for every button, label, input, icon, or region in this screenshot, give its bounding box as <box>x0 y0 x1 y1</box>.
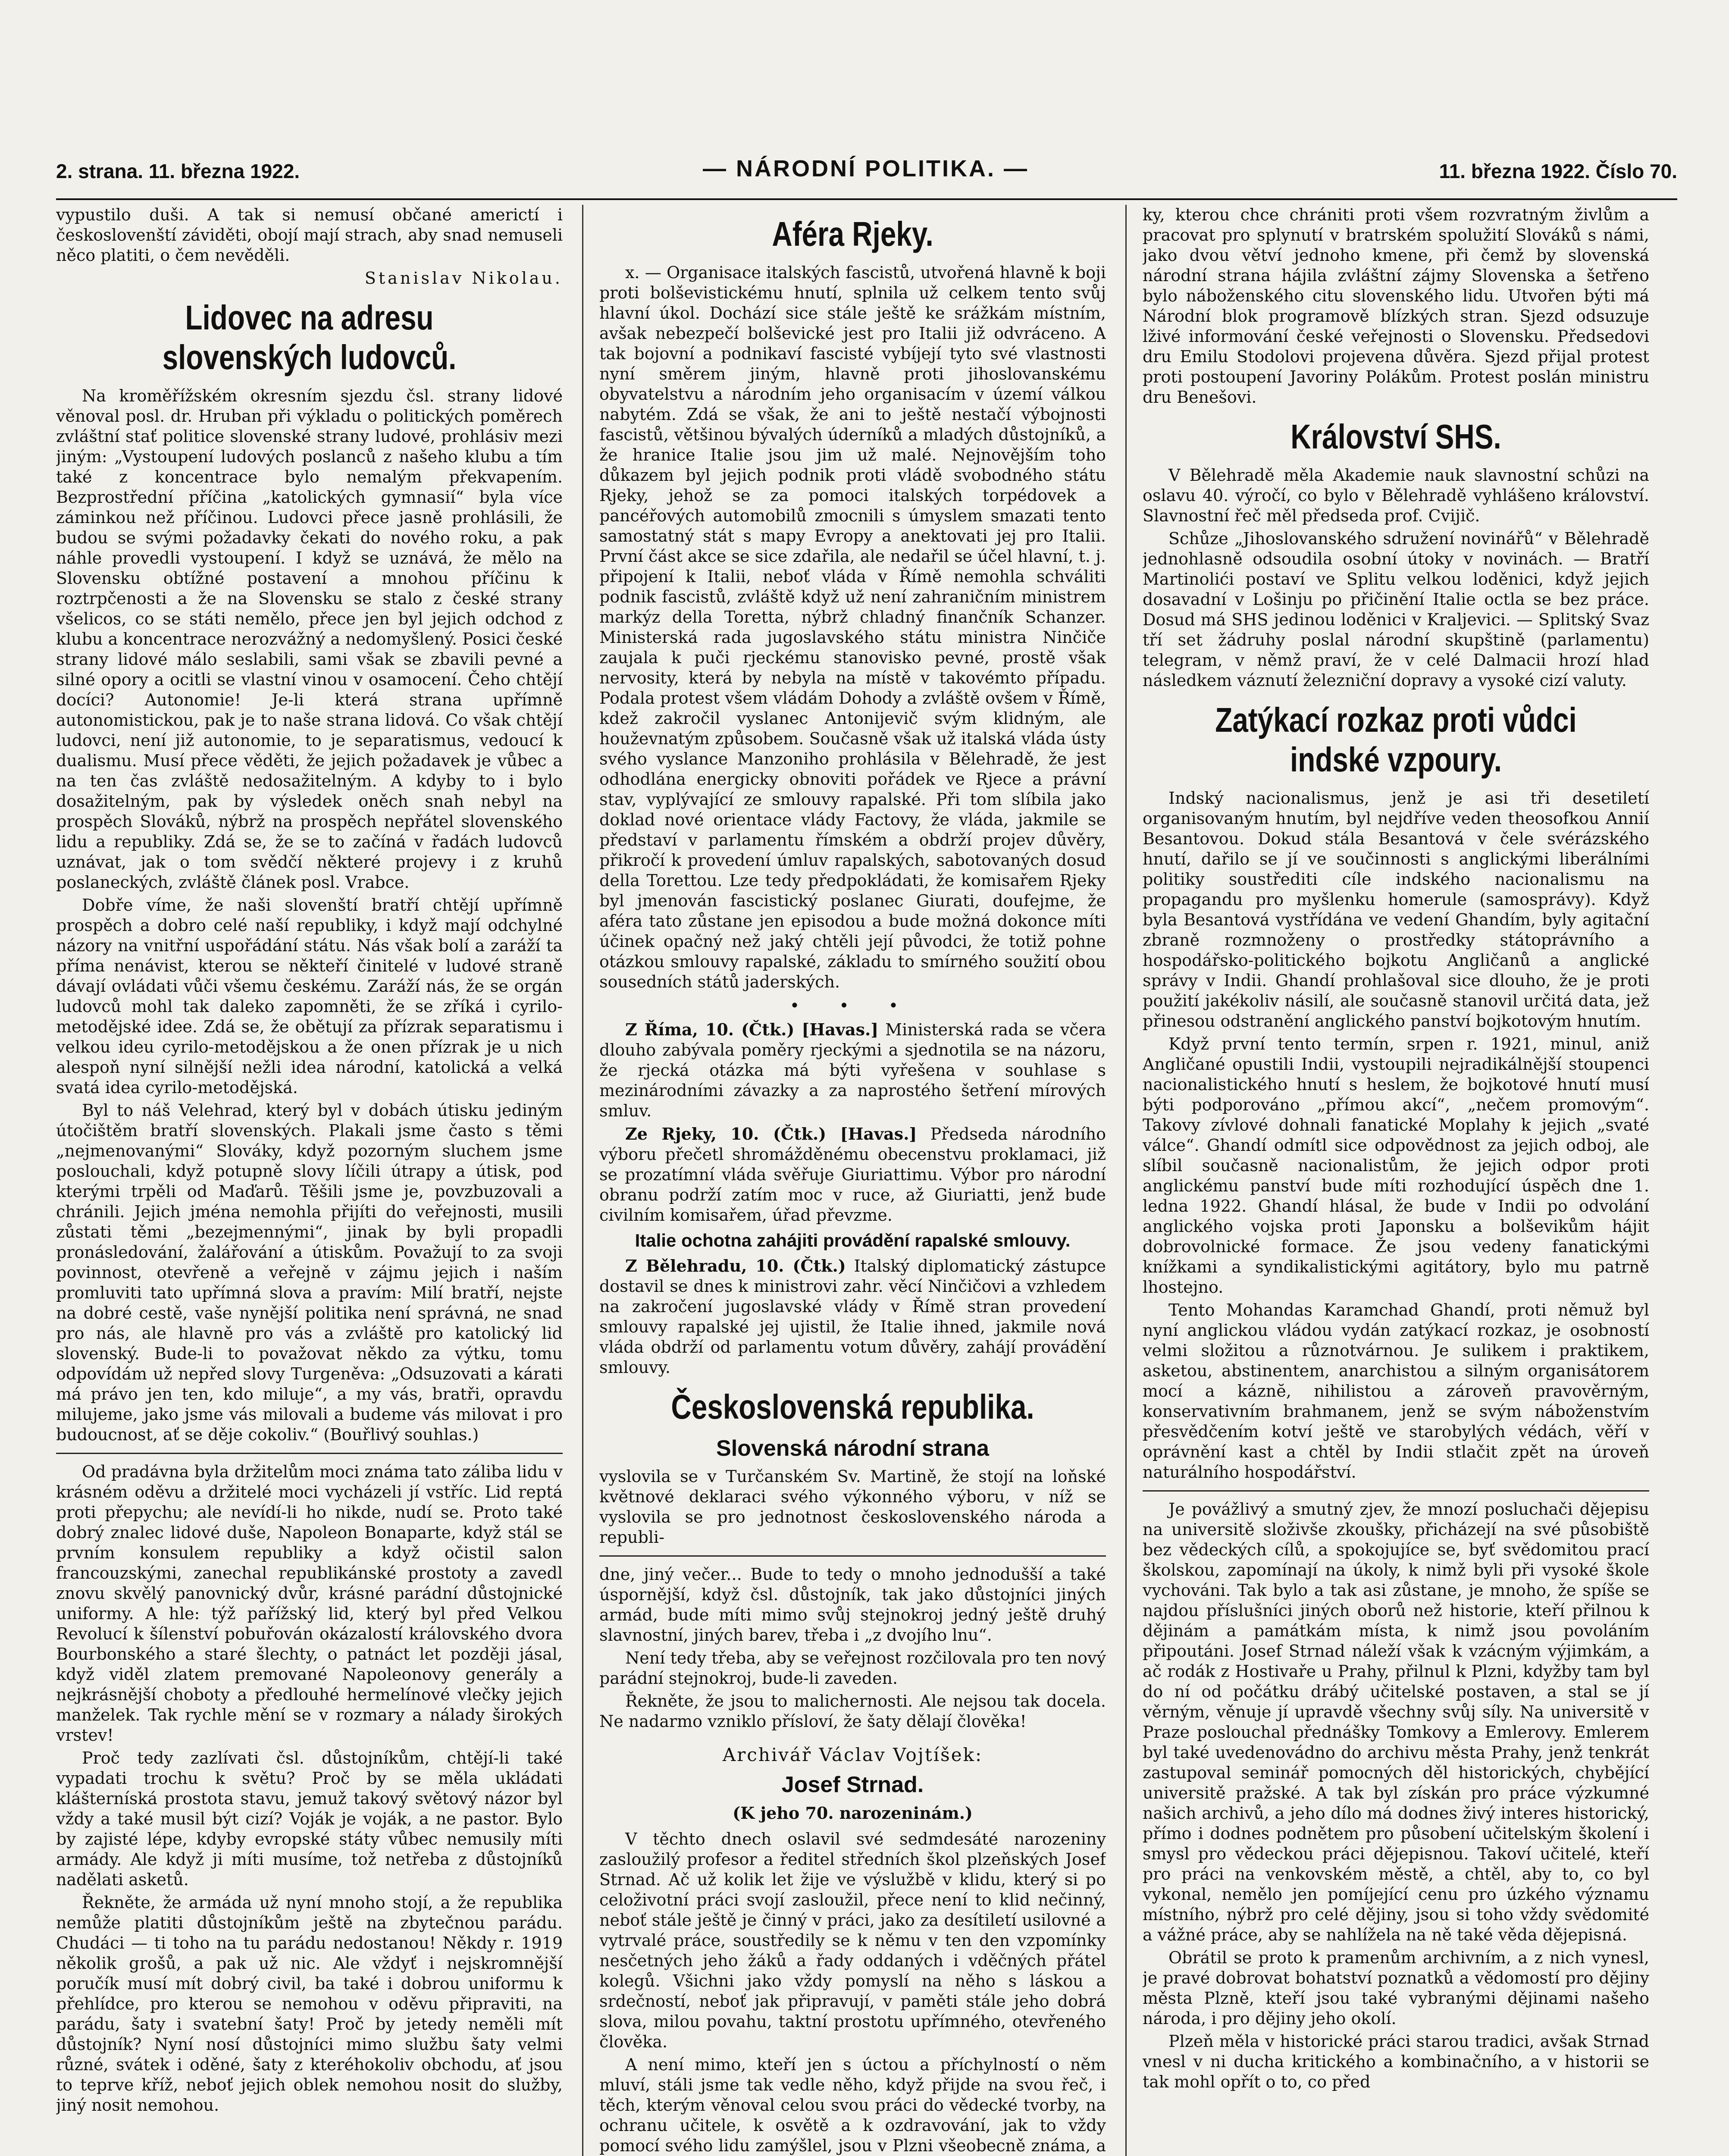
article-paragraph: x. — Organisace italských fascistů, utvořená hlavně k boji proti bolševistickému hnutí, splnila už celkem tento svůj hlavní úkol. Dochází sice stále ještě ke srážkám místním, avšak nebezpečí bolševické jest pro Italii již odvráceno. A tak bojovní a podnikaví fascisté vybíjejí tyto své vlastnosti nyní směrem jiným, hlavně proti jihoslovanskému obyvatelstvu a národním jeho organisacím v území válkou nabytém. Zdá se však, že ani to ještě nestačí výbojnosti fascistů, většinou bývalých úderníků a mladých důstojníků, a že hranice Italie jsou jim už malé. Nejnovějším toho důkazem byl jejich podnik proti vládě svobodného státu Rjeky, jehož se za pomoci italských torpédovek a pancéřových automobilů zmocnili s úmyslem smazati tento samostatný stát s mapy Evropy a anektovati jej pro Italii. První část akce se sice zdařila, ale nedařil se účel hlavní, t. j. připojení k Italii, neboť vláda v Římě nemohla schváliti podnik fascistů, zvláště když už není zahraničním ministrem markýz della Toretta, nýbrž chladný finančník Schanzer. Ministerská rada jugoslavského státu ministra Ninčiče zaujala k puči rjeckému stanovisko pevné, prostě však nervosity, která by nebyla na místě v takovémto případu. Podala protest všem vládám Dohody a zvláště ovšem v Římě, kdež zakročil vyslanec Antonijevič svým klidným, ale houževnatým způsobem. Současně však už italská vláda ústy svého vyslance Manzoniho prohlásila v Bělehradě, že jest odhodlána energicky obnoviti pořádek ve Rjece a právní stav, vyplývající ze smlouvy rapalské. Při tom slíbila jako doklad nové orientace vlády Factovy, že vláda, jakmile se představí v parlamentu římském a obdrží projev důvěry, přikročí k provedení úmluv rapalských, sabotovaných dosud della Torettou. Lze tedy předpokládati, že komisařem Rjeky byl jmenován fascistický poslanec Giurati, doufejme, že aféra tato zůstane jen episodou a bude možná dokonce míti účinek opačný než jaký chtěli její původci, že totiž pohne otázkou smlouvy rapalské, základu to smírného soužití obou sousedních států jaderských. <box>599 263 1106 991</box>
news-item <box>599 1256 1106 1378</box>
article-paragraph: Dobře víme, že naši slovenští bratří chtějí upřímně prospěch a dobro celé naší republiky, i když mají odchylné názory na vnitřní uspořádání státu. Nás však bolí a zaráží ta příma nenávist, kterou se někteří činitelé v ludové straně dávají ovládati vůči všemu českému. Zaráží nás, že se orgán ludovců mohl tak daleko zapomněti, že se zříká i cyrilo-metodějské idee. Zdá se, že obětují za přízrak separatismu i velkou ideu cyrilo-metodějskou a že onen přízrak je u nich alespoň nyní silnější nežli idea národní, katolická a velká svatá idea cyrilo-metodějská. <box>56 896 563 1097</box>
column-1 <box>56 205 563 2156</box>
news-dateline: Ze Rjeky, 10. (Čtk.) [Havas.] <box>625 1124 917 1144</box>
feuilleton-paragraph: dne, jiný večer... Bude to tedy o mnoho jednodušší a také úspornější, když čsl. důstojník, tak jako důstojníci jiných armád, bude míti mimo svůj stejnokroj jedný ještě druhý slavnostní, jiných barev, třeba i „z dvojího lnu“. <box>599 1565 1106 1645</box>
column-3 <box>1143 205 1649 2156</box>
article-heading-afera-rjeky: Aféra Rjeky. <box>772 215 933 253</box>
feuilleton-paragraph: Obrátil se proto k pramenům archivním, a z nich vynesl, je pravé dobrovat bohatství poznatků a vědomostí pro dějiny města Plzně, kteří jsou také vybranými dějinami našeho národa, i pro dějiny jeho okolí. <box>1143 1948 1649 2028</box>
news-item <box>599 1124 1106 1225</box>
column-divider-2 <box>1125 205 1127 2156</box>
news-subheading: Italie ochotna zahájiti provádění rapalské smlouvy. <box>635 1230 1071 1250</box>
feuilleton-paragraph: Je povážlivý a smutný zjev, že mnozí posluchači dějepisu na universitě složivše zkoušky, přicházejí na své působiště bez vědeckých cílů, a spokojujíce se, byť svědomitou prací školskou, zapomínají na úkoly, k nimž byli při vysoké škole vychováni. Tak bylo a tak asi zůstane, je mnoho, že spíše se najdou příslušníci jiných oborů než historie, kteří přilnou k dějinám a památkám místa, k nimž jsou povoláním připoutáni. Josef Strnad náleží však k vzácným výjimkám, a ač rodák z Hostivaře u Prahy, přilnul k Plzni, kdyžby tam byl do ní od počátku drábý učitelské postaven, a stal se jí věrným, věnuje jí upravdě všechny svůj síly. Na universitě v Praze poslouchal přednášky Tomkovy a Emlerovy. Emlerem byl také uvedenovádno do archivu města Prahy, jenž tenkrát zastupoval seminář pomocných děl historických, chybějící universitě pražské. A tak byl získán pro práce výzkumné našich archivů, a jeho dílo má dodnes živý interes historický, přímo i dodnes podnětem pro působení učitelským školení i smysl pro vědeckou práci dějepisnou. Takoví učitelé, kteří pro práci na venkovském městě, a chtěl, aby to, co byl vykonal, nemělo jen pomíjející cenu pro úzkého významu místního, nýbrž pro celé dějiny, jsou si toho vždy svědomité a vážné práce, aby se nahlížela na ně také věda dějepisná. <box>1143 1500 1649 1944</box>
article-paragraph: Tento Mohandas Karamchad Ghandí, proti němuž byl nyní anglickou vládou vydán zatýkací rozkaz, je osobností velmi složitou a různotvárnou. Je sulikem i praktikem, asketou, abstinentem, anarchistou a silným organisátorem mocí a káznĕ, nihilistou a zároveň pravověrným, konservativním brahmanem, jenž se svým náboženstvím přesvědčením kotví ještě ve starobylých védách, věří v oprávnění kast a chtěl by Indii stlačit zpět na úroveň naturálního hospodářství. <box>1143 1300 1649 1482</box>
header-right-issue: 11. března 1922. Číslo 70. <box>1439 160 1677 182</box>
column-2 <box>599 205 1106 2156</box>
header-rule <box>56 198 1677 200</box>
masthead-title: — NÁRODNÍ POLITIKA. — <box>703 156 1029 182</box>
news-dateline: Z Bělehradu, 10. (Čtk.) <box>625 1256 846 1275</box>
article-paragraph: V Bělehradě měla Akademie nauk slavnostní schůzi na oslavu 40. výročí, co bylo v Bělehradě vyhlášeno království. Slavnostní řeč měl předseda prof. Cvijič. <box>1143 466 1649 525</box>
section-heading-kralovstvi-shs: Království SHS. <box>1290 417 1501 456</box>
feuilleton-separator <box>1143 1490 1649 1492</box>
feuilleton-paragraph: A není mimo, kteří jen s úctou a příchylností o něm mluví, stáli jsme tak vedle něho, když přijde na svou řeč, i těch, kterým věnoval celou svou práci do vědecké tvorby, na ochranu učitele, k osvětě a k ozdravování, jak to vždy pomocí svého lidu zamýšlel, jsou v Plzni všeobecně známa, a <box>599 2055 1106 2155</box>
news-text: Italský diplomatický zástupce dostavil se dnes k ministrovi zahr. věcí Ninčičovi a vzhledem na zakročení jugoslavské vlády v Římě stran provedení smlouvy rapalské jej ujistil, že Italie ihned, jakmile nová vláda obdrží od parlamentu votum důvěry, zahájí provádění smlouvy. <box>599 1257 1106 1377</box>
article-tail: vypustilo duši. A tak si nemusí občané americtí i českoslovenští záviděti, obojí mají strach, aby snad nemuseli něco platiti, o čem nevěděli. <box>56 205 563 265</box>
column-divider-1 <box>582 205 583 2156</box>
feuilleton-paragraph: Proč tedy zazlívati čsl. důstojníkům, chtějí-li také vypadati trochu k světu? Proč by se měla ukládati klášterníská prostota stavu, jemuž takový světový názor byl vždy a také musil být cizí? Voják je voják, a ne pastor. Bylo by zajisté lépe, kdyby evropské státy vůbec nemusily míti armády. Ale když ji míti musíme, tož netřeba z důstojníků nadělati asketů. <box>56 1749 563 1889</box>
article-paragraph: Na kroměřížském okresním sjezdu čsl. strany lidové věnoval posl. dr. Hruban při výkladu o politických poměrech zvláštní stať politice slovenské strany ludové, prohlásiv mezi jiným: „Vystoupení ludových poslanců z našeho klubu a tím také z koncentrace bylo nemalým překvapením. Bezprostřední příčina „katolických gymnasií“ byla více záminkou než příčinou. Ludovci přece jasně prohlásili, že budou se svými požadavky čekati do nového roku, a pak náhle provedli vystoupení. I když se uznává, že mělo na Slovensku obtížné postavení a mnohou příčinu k roztrpčenosti a že na Slovensku se stalo z české strany všelicos, co se státi nemělo, přece jen byl jejich odchod z klubu a koncentrace nerozvážný a nedomyšlený. Posici české strany lidové málo seslabili, sami však se zbavili pevné a silné opory a ocitli se vlastní vinou v osamocení. Čeho chtějí docíci? Autonomie! Je-li která strana upřímně autonomistickou, pak je to naše strana lidová. Co však chtějí ludovci, není již autonomie, to je separatismus, vedoucí k dualismu. Musí přece věděti, že jejich požadavek je vůbec a na ten čas zvláště nedosažitelným. A kdyby to i bylo dosažitelným, pak by výsledek oněch snah nebyl na prospěch Slováků, nýbrž na prospěch nepřátel slovenského lidu a republiky. Zdá se, že se to začíná v řadách ludovců uznávat, jak o tom svědčí některé projevy i z kruhů poslaneckých, zvláště článek posl. Vrabce. <box>56 386 563 892</box>
article-paragraph: Indský nacionalismus, jenž je asi tři desetiletí organisovaným hnutím, byl nejdříve veden theosofkou Annií Besantovou. Dokud stála Besantová v čele svérázského hnutí, dařilo se jí ve součinnosti s anglickými liberálními politiky soustřediti cíle indského nacionalismu na propagandu pro myšlenku homerule (samosprávy). Když byla Besantová vystřídána ve vedení Ghandím, byly agitační zbraně rozmnoženy o prostředky státoprávního a hospodářsko-politického bojkotu Angličanů a anglické správy v Indii. Ghandí prohlašoval sice dlouho, že je proti použití jakékoliv násilí, ale současně stanovil určitá data, jež přinesou odstranění anglického panství bojkotovým hnutím. <box>1143 789 1649 1031</box>
article-subheading-slovenska-strana: Slovenská národní strana <box>716 1436 989 1461</box>
feuilleton-separator <box>599 1555 1106 1557</box>
feuilleton-paragraph: Řekněte, že armáda už nyní mnoho stojí, a že republika nemůže platiti důstojníkům ještě na zbytečnou parádu. Chudáci — ti toho na tu parádu nedostanou! Někdy r. 1919 několik grošů, a pak už nic. Ale vždyť i nejskromnější poručík musí mít dobrý civil, ba také i dobrou uniformu k přehlídce, pro kterou se nemohou v oděvu připraviti, na parádu, šaty i svatební šaty! Proč by jetedy neměli mít důstojník? Nyní nosí důstojníci mimo službu šaty velmi různé, svátek i oděné, šaty z kteréhokoliv obchodu, ať jsou to teprve kříž, neboť jejich oblek nemohou nosit do služby, jiný nosit nemohou. <box>56 1893 563 2115</box>
feuilleton-paragraph: V těchto dnech oslavil své sedmdesáté narozeniny zasloužilý profesor a ředitel středních škol plzeňských Josef Strnad. Ač už kolik let žije ve výslužbě v klidu, který si po celoživotní práci svojí zasloužil, přece není to klid nečinný, neboť stále ještě je činný v práci, jako za desítiletí usilovné a vytrvalé práce, soustředily se k němu v ten den vzpomínky nesčetných jeho žáků a řady oddaných i vděčných přátel kolegů. Všichni jako vždy pomyslí na něho s láskou a srdečností, neboť jak připravují, v paměti stále jeho dobrá slova, milou povahu, taktní prostotu upřímného, otevřeného člověka. <box>599 1830 1106 2051</box>
article-heading-zatykaci-rozkaz: Zatýkací rozkaz proti vůdci indské vzpoury. <box>1215 701 1577 779</box>
article-paragraph: vyslovila se v Turčanském Sv. Martině, že stojí na loňské květnové deklaraci svého výkonného výboru, v níž se vyslovila se pro jednotnost československého národa a republi- <box>599 1467 1106 1547</box>
news-text: Předseda národního výboru přečetl shromážděnému obecenstvu proklamaci, již se prozatímní vláda svěřuje Giuriattimu. Výbor pro národní obranu podrží zatím moc v ruce, až Giuriatti, jenž bude civilním komisařem, úřad převzme. <box>599 1125 1106 1225</box>
news-text: Ministerská rada se včera dlouho zabývala poměry rjeckými a sjednotila se na názoru, že rjecká otázka má býti vyřešena v souhlase s mezinárodními závazky a za naprostého šetření mírových smluv. <box>599 1020 1106 1120</box>
feuilleton-paragraph: Plzeň měla v historické práci starou tradici, avšak Strnad vnesl v ni ducha kritického a kombinačního, a v historii se tak mohl opřít o to, co před <box>1143 2032 1649 2091</box>
article-signature: Stanislav Nikolau. <box>364 269 563 288</box>
news-item <box>599 1019 1106 1121</box>
article-paragraph: Byl to náš Velehrad, který byl v dobách útisku jediným útočištěm bratří slovenských. Plakali jsme často s těmi „nejmenovanými“ Slováky, když pozorným sluchem jsme poslouchali, když potupně slovy líčili útrapy a útisk, pod kterými trpěli od Maďarů. Těšili jsme je, povzbuzovali a chránili. Jejich jména nemohla přijíti do veřejnosti, musili zůstati těmi „bezejmennými“, jinak by byli propadli pronásledování, žalářování a útiskům. Považují to za svoji povinnost, otevřeně a veřejně v zájmu jejich i naším promluviti tato upřímná slova a pravím: Milí bratří, nejste na dobré cestě, vaše nynější politika není správná, ne snad pro nás, ale hlavně pro vás a zvláště pro katolický lid slovenský. Bude-li to považovat někdo za výtku, tomu odpovídám už nepřed slovy Turgeněva: „Odsuzovati a kárati má právo jen ten, kdo miluje“, a my vás, bratři, opravdu milujeme, jako jsme vás milovali a budeme vás milovat i pro budoucnost, ať se děje cokoliv.“ (Bouřlivý souhlas.) <box>56 1101 563 1444</box>
feuilleton-author: Archivář Václav Vojtíšek: <box>722 1744 983 1765</box>
section-heading-ceskoslovenska-republika: Československá republika. <box>671 1388 1034 1426</box>
article-paragraph: Když první tento termín, srpen r. 1921, minul, aniž Angličané opustili Indii, vystoupili nejradikálnější stoupenci nacionalistického hnutí s heslem, že bojkotové hnutí musí býti podporováno „přímou akcí“, „nečem promovým“. Takovy zívlové dohnali fanatické Moplahy k jejich „svaté válce“. Ghandí odmítl sice odpovědnost za jejich odboj, ale slíbil současně nacionalistům, že jejich odpor proti anglickému panství bude míti rozhodující úspěch dne 1. ledna 1922. Ghandí hlásal, že bude v Indii po odvolání anglického vojska proti Japonsku a bolševikům hájit dobrovolnické formace. Že jsou vedeny fanatickými knížkami a syndikalistickými agitátory, bylo mu patrně lhostejno. <box>1143 1034 1649 1297</box>
section-stars: • • • <box>789 996 916 1015</box>
feuilleton-subheading: (K jeho 70. narozeninám.) <box>733 1803 973 1823</box>
feuilleton-paragraph: Od pradávna byla držitelům moci známa tato záliba lidu v krásném oděvu a držitelé moci vycházeli jí vstříc. Lid reptá proti přepychu; ale nevídí-li ho nikde, nudí se. Proto také dobrý znalec lidové duše, Napoleon Bonaparte, když stál se prvním konsulem republiky a když očistil salon francouzskými, zanechal republikánské prostoty a zavedl znovu skvělý panovnický dvůr, krásné parádní důstojnické uniformy. A hle: týž pařížský lid, který byl před Velkou Revolucí k šílenství pobuřován okázalostí královského dvora Bourbonského a staré šlechty, o patnáct let později jásal, když viděl zlatem premované Napoleonovy generály a nejkrásnější choboty a předlouhé hermelínové vlečky jejich manželek. Tak rychle mění se v rozmary a nálady širokých vrstev! <box>56 1462 563 1745</box>
news-dateline: Z Říma, 10. (Čtk.) [Havas.] <box>625 1020 879 1039</box>
article-paragraph: ky, kterou chce chrániti proti všem rozvratným živlům a pracovat pro splynutí v bratrském spolužití Slováků s námi, jako dvou větví jednoho kmene, při čemž by slovenská národní strana hájila zvláštní zájmy Slovenska a šetřeno bylo náboženského citu slovenského lidu. Utvořen býti má Národní blok programově blízkých stran. Sjezd odsuzuje lživé informování české veřejnosti o Slovensku. Předsedovi dru Emilu Stodolovi projevena důvěra. Sjezd přijal protest proti postoupení Javoriny Polákům. Protest poslán ministru dru Benešovi. <box>1143 205 1649 407</box>
feuilleton-paragraph: Řekněte, že jsou to malichernosti. Ale nejsou tak docela. Ne nadarmo vzniklo přísloví, že šaty dělají člověka! <box>599 1692 1106 1731</box>
feuilleton-paragraph: Není tedy třeba, aby se veřejnost rozčilovala pro ten nový parádní stejnokroj, bude-li zaveden. <box>599 1648 1106 1688</box>
feuilleton-heading-josef-strnad: Josef Strnad. <box>781 1772 924 1797</box>
page-header <box>56 155 1677 194</box>
feuilleton-separator <box>56 1453 563 1454</box>
article-paragraph: Schůze „Jihoslovanského sdružení novinářů“ v Bělehradě jednohlasně odsoudila osobní útoky v novinách. — Bratří Martinolići postaví ve Splitu velkou loděnici, když jejich dosavadní v Lošinju po přičinění Italie octla se bez práce. Dosud má SHS jedinou loděnici v Kraljevici. — Splitský Svaz tří set žádruhy poslal národní skupštině (parlamentu) telegram, v němž praví, že v celé Dalmacii hrozí hlad následkem váznutí železniční dopravy a vysoké cizí valuty. <box>1143 529 1649 690</box>
header-left-date: 2. strana. 11. března 1922. <box>56 160 300 182</box>
article-heading-lidovec: Lidovec na adresu slovenských ludovců. <box>162 298 457 376</box>
